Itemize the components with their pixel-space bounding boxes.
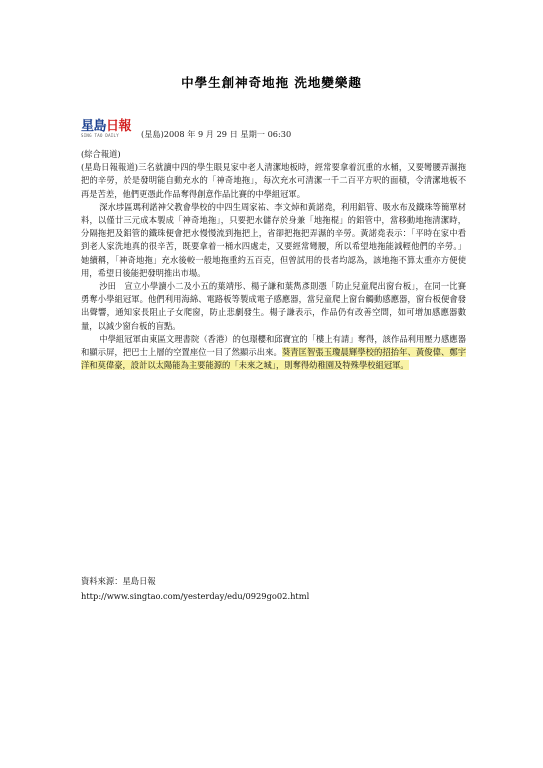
source-footer <box>81 574 309 604</box>
paragraph-4 <box>81 333 466 373</box>
paragraph-4-text: 中學組冠軍由東區文理書院（香港）的包璟櫻和邱寶宜的「樓上有請」奪得，該作品利用壓力感應器和顯示屏，把巴士上層的空置座位一目了然顯示出來。 <box>81 333 466 358</box>
dateline: (星島)2008 年 9 月 29 日 星期一 06:30 <box>141 129 292 139</box>
highlighted-text: 葵青匡智張玉瓊晨輝學校的招抬年、黃俊偉、鄭宇洋和莫偉豪，設計以太陽能為主要能源的「未來之城」，則奪得幼稚園及特殊學校組冠軍。 <box>81 347 466 371</box>
section-label: (綜合報道) <box>81 149 121 159</box>
source-label: 資料來源：星島日報 <box>81 576 156 586</box>
logo-text-a: 星島 <box>81 119 107 134</box>
logo-text-b: 日報 <box>106 119 132 134</box>
newspaper-logo <box>81 120 140 140</box>
paragraph-3: 沙田 宣立小學讀小二及小五的葉靖彤、楊子謙和葉雋彥則憑「防止兒童爬出窗台板」，在同一比賽勇奪小學組冠軍。他們利用海綿、電路板等製成電子感應器，當兒童爬上窗台觸動感應器，窗台板便會發出聲響，通知家長阻止子女爬窗，防止悲劇發生。楊子謙表示，作品仍有改善空間，如可增加感應器數量，以減少窗台板的盲點。 <box>81 281 466 331</box>
source-line <box>81 120 461 142</box>
article-body <box>81 148 466 372</box>
paragraph-1: (星島日報報道)三名就讀中四的學生眼見家中老人清潔地板時，經常要拿着沉重的水桶，又要彎腰弄濕拖把的辛勞，於是發明能自動充水的「神奇地拖」，每次充水可清潔一千二百平方呎的面積，令清潔地板不再是苦差，他們更憑此作品奪得創意作品比賽的中學組冠軍。 <box>81 162 466 199</box>
article-title: 中學生創神奇地拖 洗地變樂趣 <box>181 75 362 90</box>
paragraph-2: 深水埗區瑪利諾神父教會學校的中四生周家祐、李文焯和黃諾堯，利用鋁管、吸水布及鐵珠等簡單材料，以僅廿三元成本製成「神奇地拖」，只要把水儲存於身兼「地拖棍」的鋁管中，當移動地拖清潔時，分隔拖把及鋁管的鐵珠便會把水慢慢流到拖把上，省卻把拖把弄濕的辛勞。黃諾堯表示：「平時在家中看到老人家洗地真的很辛苦，既要拿着一桶水四處走，又要經常彎腰，所以希望地拖能減輕他們的辛勞。」她續稱，「神奇地拖」充水後較一般地拖重約五百克，但曾試用的長者均認為，該地拖不算太重亦方便使用，希望日後能把發明推出市場。 <box>81 201 466 278</box>
source-url: http://www.singtao.com/yesterday/edu/0929go02.html <box>81 591 310 601</box>
logo-subtitle: SING TAO DAILY <box>81 133 119 138</box>
